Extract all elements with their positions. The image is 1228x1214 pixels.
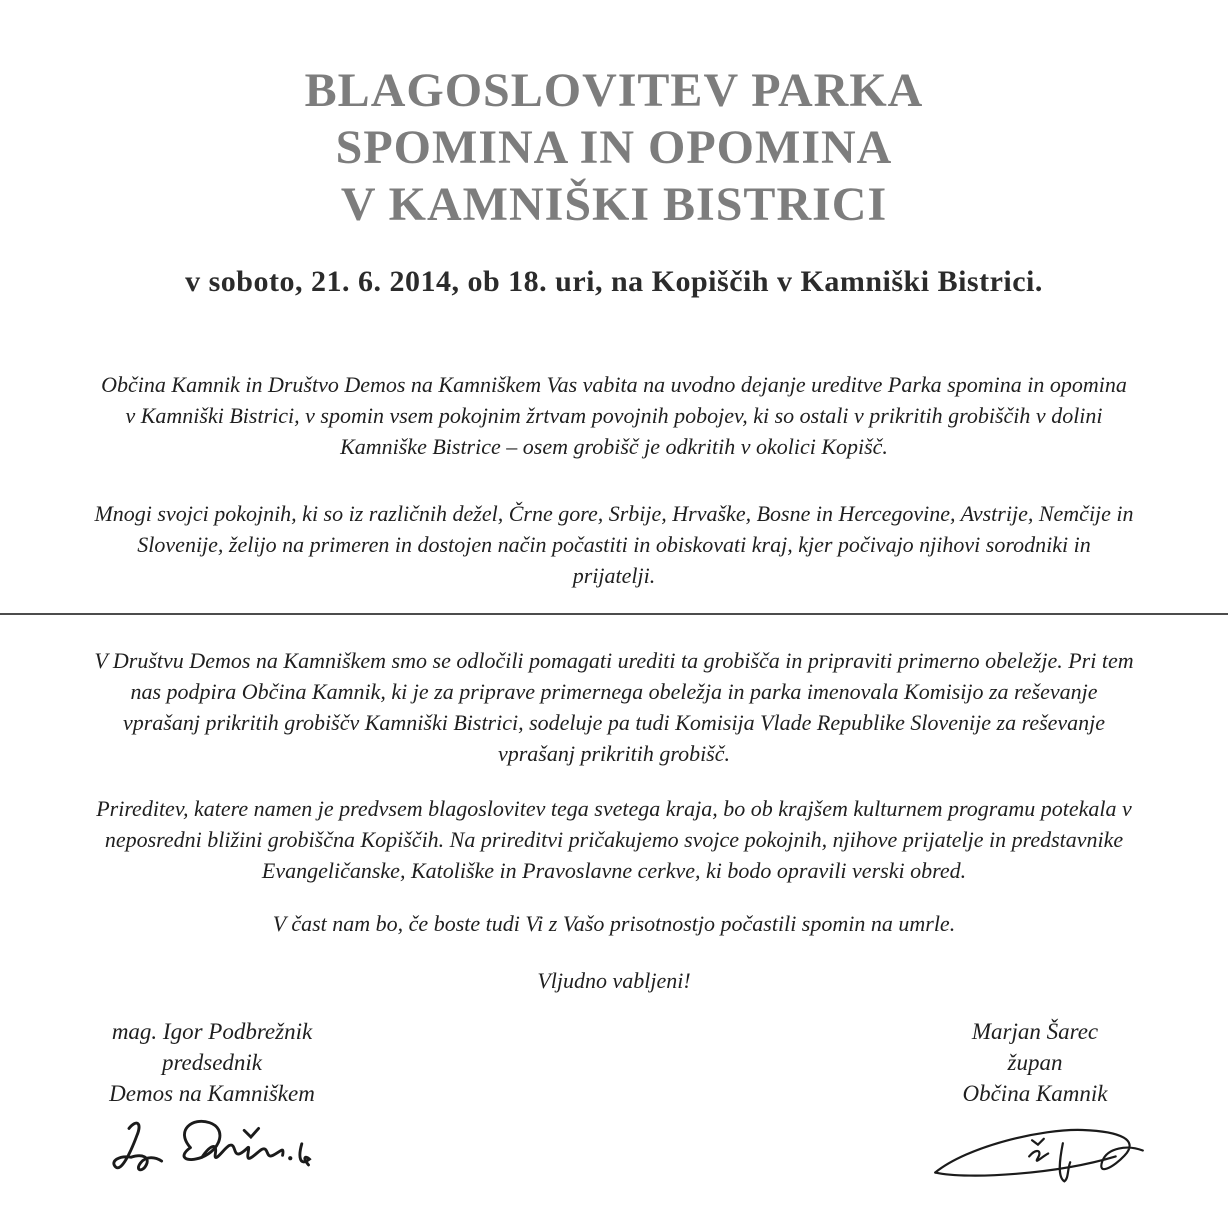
event-datetime-location: v soboto, 21. 6. 2014, ob 18. uri, na Kopiščih v Kamniški Bistrici. bbox=[185, 265, 1043, 298]
paragraph-event-program: Prireditev, katere namen je predvsem blagoslovitev tega svetega kraja, bo ob krajšem kulturnem programu potekala v neposredni bližini grobiščna Kopiščih. Na prireditvi pričakujemo svojce pokojnih, njihove prijatelje in predstavnike Evangeličanske, Katoliške in Pravoslavne cerkve, ki bodo opravili verski obred. bbox=[96, 796, 1132, 883]
signature-row bbox=[0, 1016, 1228, 1189]
section-divider bbox=[0, 613, 1228, 615]
signatory-left-role: predsednik bbox=[161, 1050, 263, 1075]
signatory-right-name: Marjan Šarec bbox=[971, 1019, 1099, 1044]
paragraph-invitation-intro: Občina Kamnik in Društvo Demos na Kamniškem Vas vabita na uvodno dejanje ureditve Parka spomina in opomina v Kamniški Bistrici, v spomin vsem pokojnim žrtvam povojnih pobojev, ki so ostali v prikritih grobiščih v dolini Kamniške Bistrice – osem grobišč je odkritih v okolici Kopišč. bbox=[101, 372, 1127, 459]
signatory-left-organization: Demos na Kamniškem bbox=[109, 1081, 315, 1106]
title-line-2: SPOMINA IN OPOMINA bbox=[335, 121, 893, 174]
closing-line: V čast nam bo, če boste tudi Vi z Vašo prisotnostjo počastili spomin na umrle. bbox=[272, 911, 956, 936]
signatory-right-role: župan bbox=[1007, 1050, 1063, 1075]
paragraph-society-support: V Društvu Demos na Kamniškem smo se odločili pomagati urediti ta grobišča in pripraviti primerno obeležje. Pri tem nas podpira Občina Kamnik, ki je za priprave primernega obeležja in parka imenovala Komisijo za reševanje vprašanj prikritih grobiščv Kamniški Bistrici, sodeluje pa tudi Komisija Vlade Republike Slovenije za reševanje vprašanj prikritih grobišč. bbox=[94, 648, 1134, 766]
signature-block-right bbox=[920, 1016, 1150, 1189]
signatory-right-organization: Občina Kamnik bbox=[962, 1081, 1108, 1106]
signatory-left-name: mag. Igor Podbrežnik bbox=[111, 1019, 313, 1044]
invitation-line: Vljudno vabljeni! bbox=[537, 968, 691, 993]
title-line-3: V KAMNIŠKI BISTRICI bbox=[340, 178, 888, 231]
title-line-1: BLAGOSLOVITEV PARKA bbox=[304, 64, 924, 117]
signature-igor-podbreznik-icon bbox=[100, 1115, 325, 1187]
document-title bbox=[0, 0, 1228, 233]
paragraph-relatives: Mnogi svojci pokojnih, ki so iz različnih dežel, Črne gore, Srbije, Hrvaške, Bosne in Hercegovine, Avstrije, Nemčije in Slovenije, želijo na primeren in dostojen način počastiti in obiskovati kraj, kjer počivajo njihovi sorodniki in prijatelji. bbox=[94, 501, 1134, 588]
signature-block-left bbox=[62, 1016, 362, 1189]
signature-marjan-sarec-icon bbox=[925, 1115, 1145, 1189]
